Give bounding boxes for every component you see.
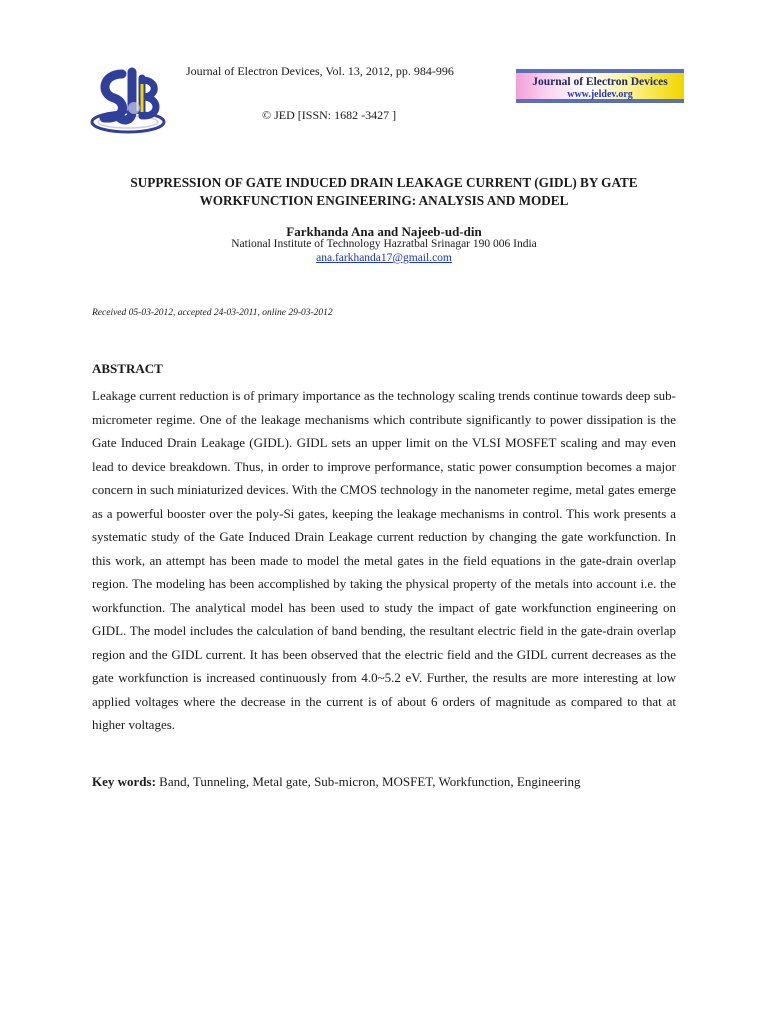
abstract-heading: ABSTRACT — [92, 361, 163, 376]
author-email — [92, 252, 676, 264]
banner-url: www.jeldev.org — [567, 89, 633, 100]
keywords — [92, 774, 676, 790]
author-email-link[interactable]: ana.farkhanda17@gmail.com — [316, 252, 452, 264]
abstract-body: Leakage current reduction is of primary importance as the technology scaling trends continue towards deep sub-micrometer regime. One of the leakage mechanisms which contribute significantly to power dissipation is the Gate Induced Drain Leakage (GIDL). GIDL sets an upper limit on the VLSI MOSFET scaling and may even lead to device breakdown. Thus, in order to improve performance, static power consumption becomes a major concern in such miniaturized devices. With the CMOS technology in the nanometer regime, metal gates emerge as a powerful booster over the poly-Si gates, keeping the leakage mechanisms in control. This work presents a systematic study of the Gate Induced Drain Leakage current reduction by changing the gate workfunction. In this work, an attempt has been made to model the metal gates in the field equations in the gate-drain overlap region. The modeling has been accomplished by taking the physical property of the metals into account i.e. the workfunction. The analytical model has been used to study the impact of gate workfunction engineering on GIDL. The model includes the calculation of band bending, the resultant electric field in the gate-drain overlap region and the GIDL current. It has been observed that the electric field and the GIDL current decreases as the gate workfunction is increased continuously from 4.0~5.2 eV. Further, the results are more interesting at low applied voltages where the decrease in the current is of about 6 orders of magnitude as compared to that at higher voltages. — [92, 388, 676, 732]
jed-logo-graphic — [88, 64, 166, 144]
banner-title: Journal of Electron Devices — [532, 76, 668, 88]
journal-banner — [516, 69, 684, 103]
jed-logo — [88, 64, 166, 144]
issn-copyright: © JED [ISSN: 1682 -3427 ] — [262, 108, 397, 122]
received-dates: Received 05-03-2012, accepted 24-03-2011, online 29-03-2012 — [92, 308, 333, 318]
keywords-value: Band, Tunneling, Metal gate, Sub-micron, MOSFET, Workfunction, Engineering — [155, 774, 581, 789]
paper-authors: Farkhanda Ana and Najeeb-ud-din — [286, 224, 482, 239]
author-affiliation: National Institute of Technology Hazratbal Srinagar 190 006 India — [231, 238, 537, 250]
paper-title: SUPPRESSION OF GATE INDUCED DRAIN LEAKAGE CURRENT (GIDL) BY GATE WORKFUNCTION ENGINEERING: ANALYSIS AND MODEL — [130, 175, 638, 208]
keywords-label: Key words: — [92, 774, 156, 789]
journal-citation: Journal of Electron Devices, Vol. 13, 2012, pp. 984-996 — [186, 64, 454, 78]
